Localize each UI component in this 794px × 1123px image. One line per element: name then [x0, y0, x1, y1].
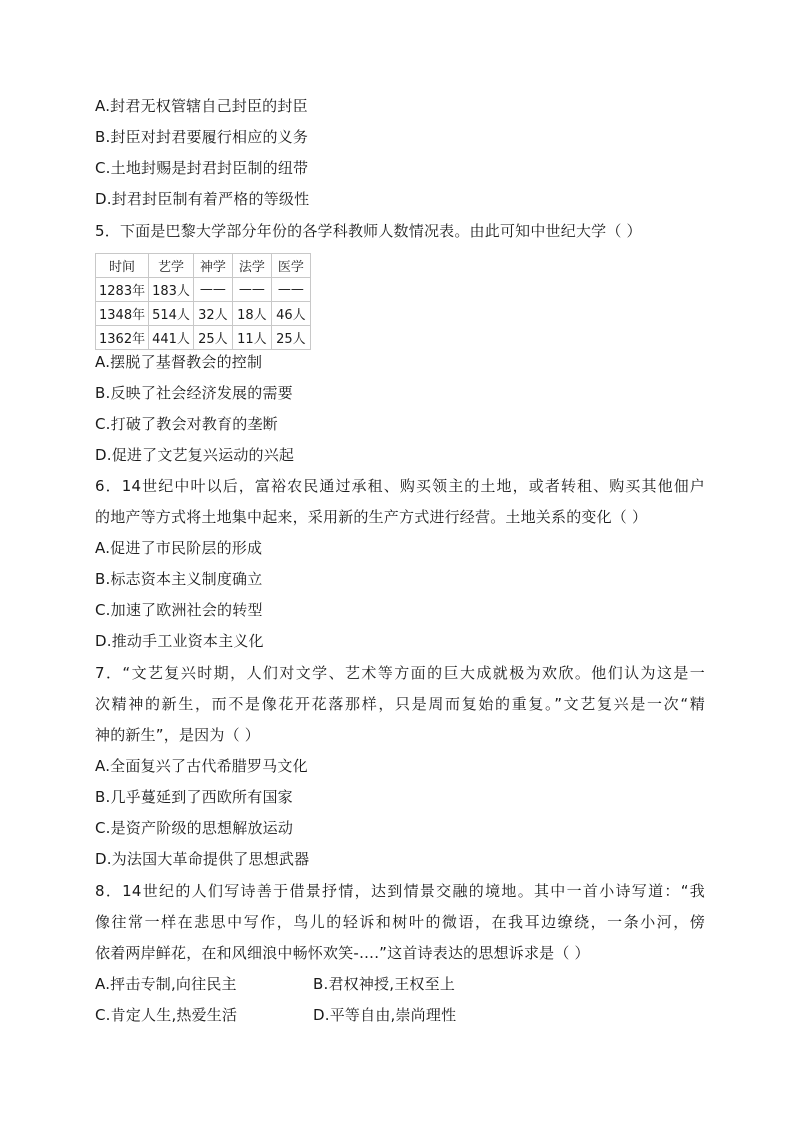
q8-stem-line-1: 8．14世纪的人们写诗善于借景抒情，达到情景交融的境地。其中一首小诗写道：“我	[95, 882, 705, 900]
table-cell: 32人	[193, 302, 232, 326]
q8-option-d: D.平等自由,崇尚理性	[313, 1006, 457, 1024]
q6-option-a: A.促进了市民阶层的形成	[95, 539, 263, 557]
q8-stem-line-3: 依着两岸鲜花，在和风细浪中畅怀欢笑-….”这首诗表达的思想诉求是（ ）	[95, 944, 590, 962]
table-row	[96, 302, 311, 326]
q7-stem-line-1: 7．“文艺复兴时期，人们对文学、艺术等方面的巨大成就极为欢欣。他们认为这是一	[95, 664, 705, 682]
table-row	[96, 326, 311, 350]
table-cell: 183人	[149, 278, 194, 302]
table-row	[96, 278, 311, 302]
q6-stem-line-2: 的地产等方式将土地集中起来，采用新的生产方式进行经营。土地关系的变化（ ）	[95, 508, 648, 526]
table-cell: 18人	[232, 302, 271, 326]
q4-option-d: D.封君封臣制有着严格的等级性	[95, 190, 310, 208]
table-header-cell: 时间	[96, 254, 149, 278]
table-header-cell: 医学	[271, 254, 310, 278]
q6-stem-line-1: 6．14世纪中叶以后，富裕农民通过承租、购买领主的土地，或者转租、购买其他佃户	[95, 477, 705, 495]
q8-option-b: B.君权神授,王权至上	[313, 975, 456, 993]
table-header-cell: 法学	[232, 254, 271, 278]
q7-stem-line-3: 神的新生”，是因为（ ）	[95, 726, 260, 744]
table-cell: 514人	[149, 302, 194, 326]
table-header-cell: 艺学	[149, 254, 194, 278]
table-cell: ——	[232, 278, 271, 302]
table-header-cell: 神学	[193, 254, 232, 278]
table-header-row	[96, 254, 311, 278]
q7-stem-line-2: 次精神的新生，而不是像花开花落那样，只是周而复始的重复。”文艺复兴是一次“精	[95, 695, 705, 713]
q5-teacher-table	[95, 253, 311, 350]
q5-option-a: A.摆脱了基督教会的控制	[95, 353, 263, 371]
table-cell: ——	[271, 278, 310, 302]
table-cell: ——	[193, 278, 232, 302]
q7-option-c: C.是资产阶级的思想解放运动	[95, 819, 294, 837]
table-cell: 1283年	[96, 278, 149, 302]
q8-option-a: A.抨击专制,向往民主	[95, 975, 237, 993]
table-cell: 441人	[149, 326, 194, 350]
q5-option-d: D.促进了文艺复兴运动的兴起	[95, 446, 295, 464]
table-cell: 11人	[232, 326, 271, 350]
q6-option-d: D.推动手工业资本主义化	[95, 632, 264, 650]
q5-option-b: B.反映了社会经济发展的需要	[95, 384, 293, 402]
q7-option-a: A.全面复兴了古代希腊罗马文化	[95, 757, 308, 775]
q4-option-b: B.封臣对封君要履行相应的义务	[95, 128, 309, 146]
q5-option-c: C.打破了教会对教育的垄断	[95, 415, 278, 433]
q8-stem-line-2: 像往常一样在悲思中写作，鸟儿的轻诉和树叶的微语，在我耳边缭绕，一条小河，傍	[95, 913, 705, 931]
q8-option-c: C.肯定人生,热爱生活	[95, 1006, 238, 1024]
table-cell: 25人	[193, 326, 232, 350]
q7-option-d: D.为法国大革命提供了思想武器	[95, 850, 310, 868]
table-cell: 1362年	[96, 326, 149, 350]
q5-stem: 5．下面是巴黎大学部分年份的各学科教师人数情况表。由此可知中世纪大学（ ）	[95, 222, 642, 240]
table-cell: 46人	[271, 302, 310, 326]
q7-option-b: B.几乎蔓延到了西欧所有国家	[95, 788, 293, 806]
q4-option-c: C.土地封赐是封君封臣制的纽带	[95, 159, 309, 177]
q6-option-b: B.标志资本主义制度确立	[95, 570, 263, 588]
q4-option-a: A.封君无权管辖自己封臣的封臣	[95, 97, 308, 115]
table-cell: 25人	[271, 326, 310, 350]
table-cell: 1348年	[96, 302, 149, 326]
q6-option-c: C.加速了欧洲社会的转型	[95, 601, 263, 619]
